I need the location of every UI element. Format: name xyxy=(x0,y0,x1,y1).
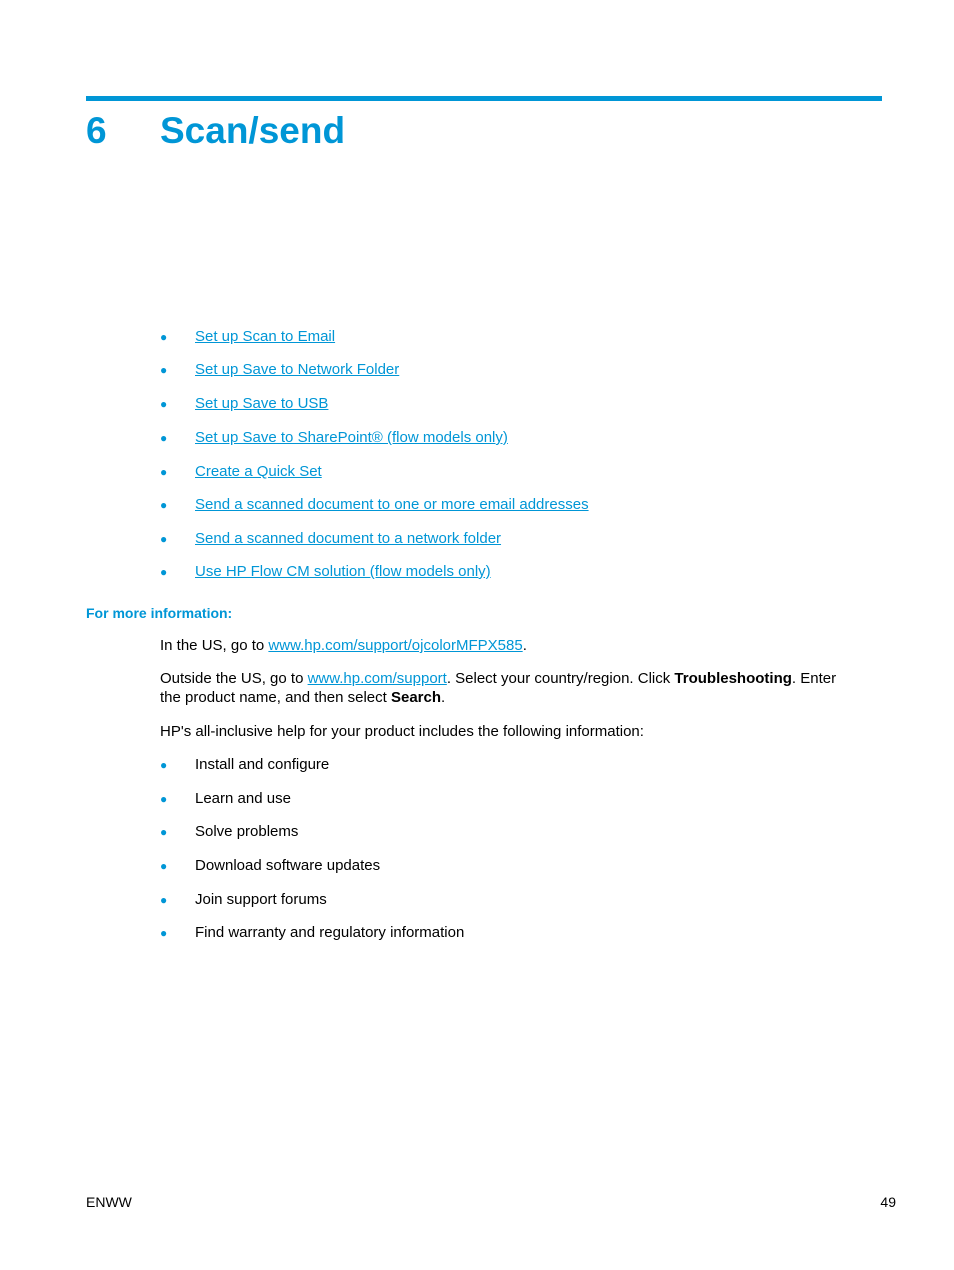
help-item: Install and configure xyxy=(195,756,330,773)
us-paragraph xyxy=(160,636,860,655)
link-save-to-network-folder[interactable]: Set up Save to Network Folder xyxy=(195,361,400,378)
hp-support-link[interactable]: www.hp.com/support xyxy=(307,670,447,687)
bullet-icon: ● xyxy=(160,363,168,377)
link-create-quick-set[interactable]: Create a Quick Set xyxy=(195,463,322,480)
help-intro: HP's all-inclusive help for your product includes the following information: xyxy=(160,723,644,740)
bullet-icon: ● xyxy=(160,859,168,873)
help-item: Join support forums xyxy=(195,891,327,908)
outside-suffix: . xyxy=(441,689,446,706)
more-info-heading: For more information: xyxy=(86,605,233,621)
link-save-to-sharepoint[interactable]: Set up Save to SharePoint® (flow models only) xyxy=(195,429,508,446)
bullet-icon: ● xyxy=(160,498,168,512)
bullet-icon: ● xyxy=(160,893,168,907)
help-item: Solve problems xyxy=(195,823,299,840)
link-scan-to-email[interactable]: Set up Scan to Email xyxy=(195,328,336,345)
footer-left: ENWW xyxy=(86,1194,132,1210)
outside-prefix: Outside the US, go to xyxy=(160,670,308,687)
bullet-icon: ● xyxy=(160,397,168,411)
page-number: 49 xyxy=(880,1194,896,1210)
link-hp-flow-cm[interactable]: Use HP Flow CM solution (flow models only) xyxy=(195,563,491,580)
bullet-icon: ● xyxy=(160,465,168,479)
help-item: Download software updates xyxy=(195,857,381,874)
help-item: Learn and use xyxy=(195,790,291,807)
chapter-title: Scan/send xyxy=(160,110,346,151)
search-label: Search xyxy=(390,689,442,706)
us-prefix: In the US, go to xyxy=(160,637,269,654)
chapter-rule xyxy=(86,96,882,101)
bullet-icon: ● xyxy=(160,431,168,445)
bullet-icon: ● xyxy=(160,330,168,344)
outside-mid2: . Enter the product name, and then select xyxy=(160,670,837,706)
help-item: Find warranty and regulatory information xyxy=(195,924,465,941)
link-send-to-email[interactable]: Send a scanned document to one or more email addresses xyxy=(195,496,589,513)
us-suffix: . xyxy=(522,637,527,654)
chapter-number: 6 xyxy=(86,110,107,151)
us-support-link[interactable]: www.hp.com/support/ojcolorMFPX585 xyxy=(268,637,523,654)
bullet-icon: ● xyxy=(160,792,168,806)
outside-mid1: . Select your country/region. Click xyxy=(446,670,675,687)
bullet-icon: ● xyxy=(160,532,168,546)
link-send-to-network-folder[interactable]: Send a scanned document to a network folder xyxy=(195,530,502,547)
bullet-icon: ● xyxy=(160,758,168,772)
bullet-icon: ● xyxy=(160,565,168,579)
bullet-icon: ● xyxy=(160,825,168,839)
troubleshooting-label: Troubleshooting xyxy=(674,670,792,687)
bullet-icon: ● xyxy=(160,926,168,940)
outside-us-paragraph xyxy=(160,669,860,707)
link-save-to-usb[interactable]: Set up Save to USB xyxy=(195,395,329,412)
